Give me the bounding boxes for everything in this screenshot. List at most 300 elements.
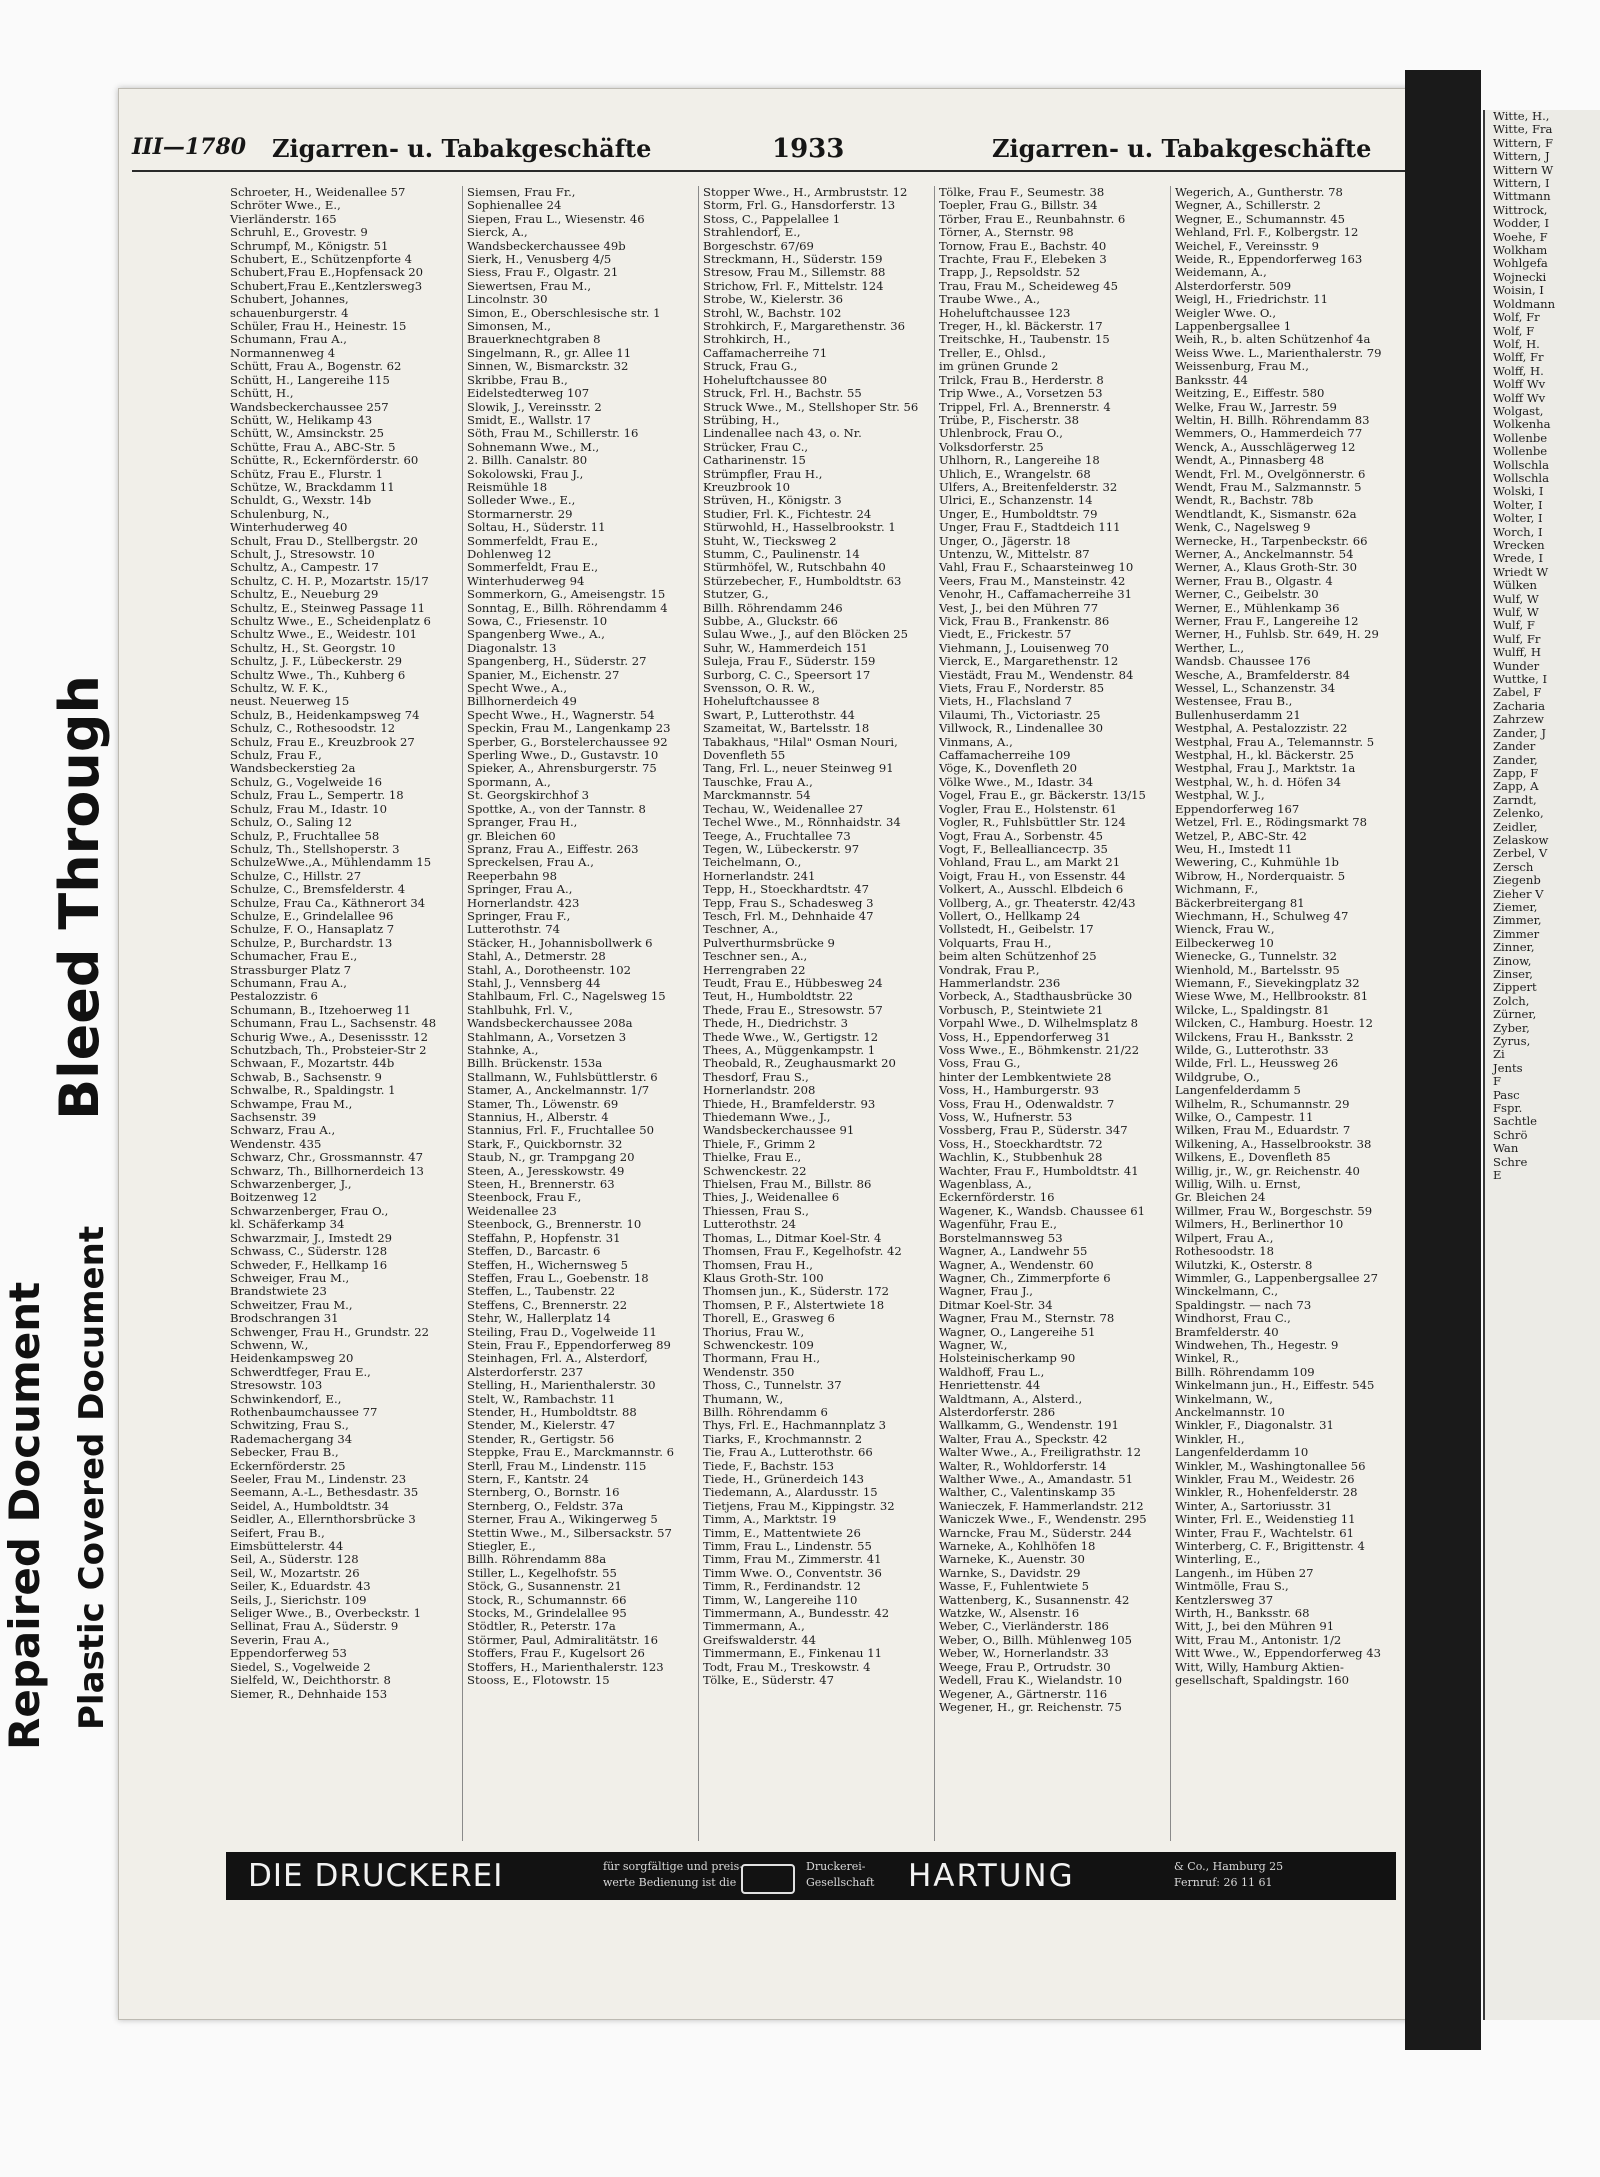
directory-entry: Struck Wwe., M., Stellshoper Str. 56 (703, 399, 919, 414)
directory-entry: Billh. Röhrendamm 6 (703, 1404, 828, 1419)
directory-entry: Schumann, B., Itzehoerweg 11 (230, 1002, 411, 1017)
directory-entry: Wilutzki, K., Osterstr. 8 (1175, 1257, 1313, 1272)
directory-entry: Tepp, Frau S., Schadesweg 3 (703, 895, 874, 910)
directory-entry: Stutzer, G., (703, 587, 769, 602)
directory-entry: 2. Billh. Canalstr. 80 (467, 453, 588, 468)
directory-entry: Wichmann, F., (1175, 882, 1259, 897)
directory-entry: Viedt, E., Frickestr. 57 (939, 627, 1072, 642)
directory-entry: Subbe, A., Gluckstr. 66 (703, 614, 838, 628)
directory-entry: Hornerlandstr. 423 (467, 895, 580, 910)
directory-entry: Vollstedt, H., Geibelstr. 17 (939, 922, 1094, 937)
directory-entry: Waldhoff, Frau L., (939, 1364, 1045, 1379)
directory-entry: Hoheluftchaussee 8 (703, 694, 820, 709)
directory-entry: Specht Wwe., H., Wagnerstr. 54 (467, 707, 655, 722)
directory-entry: Lindenallee nach 43, o. Nr. (703, 426, 862, 441)
directory-entry: Stamer, Th., Löwenstr. 69 (467, 1096, 619, 1111)
directory-entry: Sierck, A., (467, 225, 528, 240)
directory-entry: Stödtler, R., Peterstr. 17a (467, 1619, 616, 1634)
directory-entry: Eppendorferweg 167 (1175, 801, 1300, 816)
directory-entry: Stiller, L., Kegelhofstr. 55 (467, 1565, 617, 1580)
directory-entry: Staub, N., gr. Trampgang 20 (467, 1150, 635, 1165)
adjacent-page-entry: Zeidler, (1493, 819, 1538, 834)
directory-entry: Timm, E., Mattentwiete 26 (703, 1525, 861, 1540)
directory-entry: Hornerlandstr. 208 (703, 1083, 816, 1098)
directory-entry: Schulze, Frau Ca., Käthnerort 34 (230, 895, 426, 910)
directory-entry: kl. Schäferkamp 34 (230, 1217, 345, 1232)
directory-entry: Sulau Wwe., J., auf den Blöcken 25 (703, 627, 909, 642)
directory-entry: Schwinkendorf, E., (230, 1391, 342, 1406)
directory-entry: Warneke, K., Auenstr. 30 (939, 1552, 1085, 1567)
directory-entry: Stamer, A., Anckelmannstr. 1/7 (467, 1083, 650, 1098)
directory-entry: Schulze, P., Burchardstr. 13 (230, 935, 393, 950)
directory-entry: Steiling, Frau D., Vogelweide 11 (467, 1324, 657, 1339)
directory-entry: Wegerich, A., Guntherstr. 78 (1175, 186, 1343, 199)
directory-entry: Wienhold, M., Bartelsstr. 95 (1175, 962, 1340, 977)
directory-entry: Sebecker, Frau B., (230, 1445, 339, 1460)
directory-entry: Seliger Wwe., B., Overbeckstr. 1 (230, 1606, 421, 1621)
directory-entry: Viets, Frau F., Norderstr. 85 (939, 681, 1105, 696)
directory-entry: Tiedemann, A., Alardusstr. 15 (703, 1485, 878, 1500)
directory-entry: Stopper Wwe., H., Armbruststr. 12 (703, 186, 908, 199)
directory-entry: Schroeter, H., Weidenallee 57 (230, 186, 406, 199)
directory-entry: Techau, W., Weidenallee 27 (703, 801, 864, 816)
ad-text-line: Druckerei- (806, 1860, 866, 1873)
directory-entry: Weltin, H. Billh. Röhrendamm 83 (1175, 412, 1370, 427)
adjacent-page-entry: Woehe, F (1493, 229, 1548, 244)
directory-entry: Vorbusch, P., Steintwiete 21 (939, 1002, 1104, 1017)
directory-entry: Tiarks, F., Krochmannstr. 2 (703, 1431, 863, 1446)
directory-entry: Sinnen, W., Bismarckstr. 32 (467, 359, 629, 374)
directory-entry: Stahlbaum, Frl. C., Nagelsweg 15 (467, 989, 666, 1004)
directory-entry: Gr. Bleichen 24 (1175, 1190, 1266, 1205)
directory-entry: Spangenberg Wwe., A., (467, 627, 605, 642)
directory-entry: Vöge, K., Dovenfleth 20 (939, 761, 1077, 776)
directory-entry: Banksstr. 44 (1175, 372, 1248, 387)
directory-entry: Voigt, Frau H., von Essenstr. 44 (939, 868, 1126, 883)
directory-entry: Thomsen, Frau F., Kegelhofstr. 42 (703, 1244, 902, 1259)
directory-entry: Smidt, E., Wallstr. 17 (467, 412, 591, 427)
directory-entry: Werner, A., Klaus Groth-Str. 30 (1175, 560, 1357, 575)
directory-entry: Seidler, A., Ellernthorsbrücke 3 (230, 1512, 416, 1527)
directory-entry: Windhorst, Frau C., (1175, 1311, 1291, 1326)
directory-entry: Spranger, Frau H., (467, 815, 578, 830)
directory-entry: Sophienallee 24 (467, 198, 562, 213)
directory-entry: Steppke, Frau E., Marckmannstr. 6 (467, 1445, 675, 1460)
adjacent-page-entry: Wolkenha (1493, 417, 1551, 432)
directory-entry: Wagner, O., Langereihe 51 (939, 1324, 1096, 1339)
directory-entry: Weu, H., Imstedt 11 (1175, 841, 1293, 856)
directory-entry: Westphal, H., kl. Bäckerstr. 25 (1175, 748, 1354, 763)
directory-entry: Pulverthurmsbrücke 9 (703, 935, 835, 950)
directory-entry: Wilkening, A., Hasselbrookstr. 38 (1175, 1136, 1372, 1151)
adjacent-page-entry: Wulf, W (1493, 591, 1539, 606)
directory-entry: Thomsen jun., K., Süderstr. 172 (703, 1284, 890, 1299)
directory-entry: Westphal, W. J., (1175, 788, 1265, 803)
directory-entry: Seifert, Frau B., (230, 1525, 325, 1540)
directory-entry: Stallmann, W., Fuhlsbüttlerstr. 6 (467, 1069, 658, 1084)
directory-entry: Schulz, C., Rothesoodstr. 12 (230, 721, 396, 736)
directory-entry: Thede Wwe., W., Gertigstr. 12 (703, 1029, 879, 1044)
adjacent-page-entry: Wolff, Fr (1493, 350, 1544, 365)
directory-entry: Schulz, P., Fruchtallee 58 (230, 828, 380, 843)
adjacent-page-entry: Zürner, (1493, 1007, 1537, 1022)
header-rule (132, 170, 1422, 172)
directory-entry: Walther, C., Valentinskamp 35 (939, 1485, 1116, 1500)
directory-entry: Vondrak, Frau P., (939, 962, 1040, 977)
directory-entry: Solleder Wwe., E., (467, 493, 576, 508)
directory-entry: Trilck, Frau B., Herderstr. 8 (939, 372, 1104, 387)
bleed-through-label: Bleed Through (48, 675, 111, 1120)
adjacent-page-entry: Wittrock, (1493, 202, 1548, 217)
directory-entry: Ulrici, E., Schanzenstr. 14 (939, 493, 1093, 508)
directory-entry: Wienecke, G., Tunnelstr. 32 (1175, 949, 1337, 964)
directory-entry: Treller, E., Ohlsd., (939, 345, 1046, 360)
directory-entry: Schulze, C., Bremsfelderstr. 4 (230, 882, 406, 897)
directory-entry: Strohl, W., Bachstr. 102 (703, 305, 842, 320)
adjacent-page-entry: Wittern, J (1493, 149, 1550, 164)
directory-entry: Witt, J., bei den Mühren 91 (1175, 1619, 1335, 1634)
directory-entry: Voss, H., Eppendorferweg 31 (939, 1029, 1111, 1044)
directory-entry: Timm Wwe. O., Conventstr. 36 (703, 1565, 882, 1580)
directory-entry: Schweder, F., Hellkamp 16 (230, 1257, 388, 1272)
directory-entry: Törner, A., Sternstr. 98 (939, 225, 1074, 240)
directory-entry: Wirth, H., Banksstr. 68 (1175, 1606, 1310, 1621)
directory-entry: Langenfelderdamm 10 (1175, 1445, 1309, 1460)
adjacent-page-entry: Wolter, I (1493, 511, 1543, 526)
directory-entry: Viestädt, Frau M., Wendenstr. 84 (939, 667, 1134, 682)
adjacent-page-entry: Wolter, I (1493, 497, 1543, 512)
directory-entry: Strichow, Frl. F., Mittelstr. 124 (703, 278, 884, 293)
directory-entry: Tie, Frau A., Lutterothstr. 66 (703, 1445, 873, 1460)
adjacent-page-entry: Zersch (1493, 859, 1534, 874)
directory-column-5 (1170, 186, 1397, 1841)
directory-entry: Lutterothstr. 24 (703, 1217, 796, 1232)
directory-entry: Eimsbüttelerstr. 44 (230, 1539, 344, 1554)
directory-entry: Werther, L., (1175, 640, 1245, 655)
directory-entry: Werner, E., Mühlenkamp 36 (1175, 600, 1340, 615)
directory-entry: Thomsen, Frau H., (703, 1257, 813, 1272)
directory-entry: Wilken, Frau M., Eduardstr. 7 (1175, 1123, 1351, 1138)
directory-entry: Spaldingstr. — nach 73 (1175, 1297, 1312, 1312)
directory-entry: Winterhuderweg 40 (230, 520, 348, 535)
directory-entry: Schulze, E., Grindelallee 96 (230, 908, 394, 923)
directory-entry: Weih, R., b. alten Schützenhof 4a (1175, 332, 1371, 347)
directory-entry: Wegener, A., Gärtnerstr. 116 (939, 1686, 1108, 1701)
directory-entry: Vogt, Frau A., Sorbenstr. 45 (939, 828, 1104, 843)
directory-entry: Weber, O., Billh. Mühlenweg 105 (939, 1632, 1132, 1647)
directory-entry: Wehland, Frl. F., Kolbergstr. 12 (1175, 225, 1359, 240)
directory-entry: Stürwohld, H., Hasselbrookstr. 1 (703, 520, 896, 535)
adjacent-page-entry: Wittern W (1493, 162, 1554, 177)
directory-entry: Winkler, M., Washingtonallee 56 (1175, 1458, 1366, 1473)
directory-entry: Wagner, Ch., Zimmerpforte 6 (939, 1270, 1111, 1285)
directory-entry: schauenburgerstr. 4 (230, 305, 349, 320)
directory-entry: Eckernförderstr. 16 (939, 1190, 1055, 1205)
directory-entry: Bullenhuserdamm 21 (1175, 707, 1301, 722)
directory-entry: Wilkens, E., Dovenfleth 85 (1175, 1150, 1331, 1165)
directory-entry: Bäckerbreitergang 81 (1175, 895, 1305, 910)
directory-entry: Schult, J., Stresowstr. 10 (230, 546, 375, 561)
directory-entry: Diagonalstr. 13 (467, 640, 557, 655)
directory-entry: Winterberg, C. F., Brigittenstr. 4 (1175, 1539, 1365, 1554)
directory-entry: Vollberg, A., gr. Theaterstr. 42/43 (939, 895, 1136, 910)
directory-entry: Traube Wwe., A., (939, 292, 1041, 307)
directory-entry: Kentzlersweg 37 (1175, 1592, 1274, 1607)
directory-entry: Witt, Frau M., Antonistr. 1/2 (1175, 1632, 1342, 1647)
directory-entry: Wildgrube, O., (1175, 1069, 1260, 1084)
directory-entry: Werner, Frau F., Langereihe 12 (1175, 614, 1359, 628)
directory-entry: Langenh., im Hüben 27 (1175, 1565, 1314, 1580)
directory-entry: Sterner, Frau A., Wikingerweg 5 (467, 1512, 658, 1527)
adjacent-page-entry: Zander, (1493, 752, 1538, 767)
directory-entry: Struck, Frl. H., Bachstr. 55 (703, 386, 862, 401)
directory-entry: Billh. Röhrendamm 109 (1175, 1364, 1315, 1379)
directory-entry: Bramfelderstr. 40 (1175, 1324, 1279, 1339)
directory-entry: Borstelmannsweg 53 (939, 1230, 1063, 1245)
directory-entry: Herrengraben 22 (703, 962, 806, 977)
directory-entry: Sommerfeldt, Frau E., (467, 560, 599, 575)
directory-entry: Schumann, Frau A., (230, 975, 347, 990)
directory-entry: Weege, Frau P., Ortrudstr. 30 (939, 1659, 1111, 1674)
adjacent-page-entry: Wunder (1493, 658, 1540, 673)
adjacent-page-entry: Wolff Wv (1493, 377, 1546, 392)
adjacent-page-edge (1483, 110, 1600, 2020)
directory-entry: Springer, Frau F., (467, 908, 571, 923)
directory-entry: Siemsen, Frau Fr., (467, 186, 576, 199)
directory-entry: Thoss, C., Tunnelstr. 37 (703, 1378, 842, 1393)
directory-entry: Schütt, Frau A., Bogenstr. 62 (230, 359, 402, 374)
directory-entry: Winter, Frau F., Wachtelstr. 61 (1175, 1525, 1354, 1540)
directory-entry: Seidel, A., Humboldtstr. 34 (230, 1498, 390, 1513)
directory-entry: Thys, Frl. E., Hachmannplatz 3 (703, 1418, 886, 1433)
directory-entry: Strobe, W., Kielerstr. 36 (703, 292, 844, 307)
directory-entry: Wilpert, Frau A., (1175, 1230, 1274, 1245)
directory-entry: Spranz, Frau A., Eiffestr. 263 (467, 841, 639, 856)
directory-entry: Wagner, Frau J., (939, 1284, 1033, 1299)
directory-entry: Stock, R., Schumannstr. 66 (467, 1592, 627, 1607)
page-number: III—1780 (132, 134, 247, 160)
directory-entry: Stahl, J., Vennsberg 44 (467, 975, 601, 990)
directory-entry: Thiele, F., Grimm 2 (703, 1136, 816, 1151)
directory-entry: Borgeschstr. 67/69 (703, 238, 814, 253)
directory-entry: Steffahn, P., Hopfenstr. 31 (467, 1230, 621, 1245)
directory-entry: Voss, Frau G., (939, 1056, 1021, 1071)
directory-entry: Struck, Frau G., (703, 359, 798, 374)
directory-entry: Thiede, H., Bramfelderstr. 93 (703, 1096, 876, 1111)
directory-entry: Dohlenweg 12 (467, 546, 552, 561)
directory-entry: Trip Wwe., A., Vorsetzen 53 (939, 386, 1103, 401)
directory-entry: Thiedemann Wwe., J., (703, 1110, 831, 1125)
directory-entry: Wallkamm, G., Wendenstr. 191 (939, 1418, 1119, 1433)
directory-entry: Winkelmann jun., H., Eiffestr. 545 (1175, 1378, 1375, 1393)
directory-entry: Sowa, C., Friesenstr. 10 (467, 614, 608, 628)
directory-entry: Wagener, K., Wandsb. Chaussee 61 (939, 1203, 1146, 1218)
directory-entry: Svensson, O. R. W., (703, 681, 816, 696)
directory-entry: Wattenberg, K., Susannenstr. 42 (939, 1592, 1130, 1607)
directory-entry: Kreuzbrook 10 (703, 479, 791, 494)
directory-entry: Schwalbe, R., Spaldingstr. 1 (230, 1083, 396, 1098)
directory-entry: Schutzbach, Th., Probsteier-Str 2 (230, 1043, 427, 1057)
directory-entry: Wilmers, H., Berlinerthor 10 (1175, 1217, 1344, 1232)
adjacent-page-entry: E (1493, 1168, 1502, 1183)
adjacent-page-entry: Wodder, I (1493, 216, 1550, 231)
directory-entry: Wendenstr. 350 (703, 1364, 795, 1379)
directory-entry: Schütz, Frau E., Flurstr. 1 (230, 466, 384, 481)
directory-entry: Westphal, A. Pestalozzistr. 22 (1175, 721, 1348, 736)
adjacent-page-entry: Zapp, A (1493, 779, 1539, 794)
directory-entry: Westphal, Frau J., Marktstr. 1a (1175, 761, 1356, 776)
directory-entry: Weber, W., Hornerlandstr. 33 (939, 1646, 1109, 1661)
directory-entry: Westensee, Frau B., (1175, 694, 1293, 709)
directory-entry: Sterll, Frau M., Lindenstr. 115 (467, 1458, 647, 1473)
directory-entry: Schulz, G., Vogelweide 16 (230, 774, 382, 789)
directory-entry: Billh. Röhrendamm 88a (467, 1552, 607, 1567)
directory-entry: Spanier, M., Eichenstr. 27 (467, 667, 620, 682)
adjacent-page-entry: Wulff, H (1493, 645, 1541, 660)
adjacent-page-entry: Wittmann (1493, 189, 1551, 204)
directory-entry: Schwitzing, Frau S., (230, 1418, 349, 1433)
directory-entry: Witt, Willy, Hamburg Aktien- (1175, 1659, 1344, 1674)
directory-entry: Vierländerstr. 165 (230, 211, 337, 226)
directory-entry: Voss, W., Hufnerstr. 53 (939, 1110, 1073, 1125)
directory-entry: Schubert, E., Schützenpforte 4 (230, 252, 413, 267)
directory-entry: Winkel, R., (1175, 1351, 1239, 1366)
directory-entry: Törber, Frau E., Reunbahnstr. 6 (939, 211, 1126, 226)
directory-entry: Teege, A., Fruchtallee 73 (703, 828, 851, 843)
directory-entry: Wandsbeckerstieg 2a (230, 761, 356, 776)
directory-entry: Volquarts, Frau H., (939, 935, 1052, 950)
directory-entry: Weber, C., Vierländerstr. 186 (939, 1619, 1109, 1634)
directory-entry: Schultz Wwe., E., Scheidenplatz 6 (230, 614, 431, 628)
adjacent-page-entry: Wuttke, I (1493, 672, 1548, 687)
directory-entry: Winterhuderweg 94 (467, 573, 585, 588)
directory-entry: Schulze, F. O., Hansaplatz 7 (230, 922, 395, 937)
directory-entry: Treger, H., kl. Bäckerstr. 17 (939, 319, 1103, 334)
directory-entry: Spangenberg, H., Süderstr. 27 (467, 654, 647, 669)
directory-entry: Tegen, W., Lübeckerstr. 97 (703, 841, 860, 856)
directory-entry: Wendt, A., Pinnasberg 48 (1175, 453, 1325, 468)
directory-entry: Weigler Wwe. O., (1175, 305, 1277, 320)
directory-entry: Watzke, W., Alsenstr. 16 (939, 1606, 1080, 1621)
directory-entry: Steffen, H., Wichernsweg 5 (467, 1257, 629, 1272)
repaired-document-label: Repaired Document (0, 1281, 49, 1750)
directory-entry: Marckmannstr. 54 (703, 788, 811, 803)
directory-entry: Schrumpf, M., Königstr. 51 (230, 238, 389, 253)
directory-entry: Schultz, W. F. K., (230, 681, 329, 696)
directory-entry: Viets, H., Flachsland 7 (939, 694, 1073, 709)
directory-entry: Catharinenstr. 15 (703, 453, 806, 468)
directory-entry: Szameitat, W., Bartelsstr. 18 (703, 721, 870, 736)
directory-columns (226, 186, 1416, 1841)
directory-entry: Swart, P., Lutterothstr. 44 (703, 707, 855, 722)
directory-entry: Surborg, C. C., Speersort 17 (703, 667, 871, 682)
directory-entry: Winkler, H., (1175, 1431, 1245, 1446)
directory-entry: Schröter Wwe., E., (230, 198, 341, 213)
adjacent-page-entry: Wohlgefa (1493, 256, 1548, 271)
directory-entry: Spottke, A., von der Tannstr. 8 (467, 801, 646, 816)
directory-entry: Caffamacherreihe 109 (939, 748, 1071, 763)
directory-entry: Wilhelm, R., Schumannstr. 29 (1175, 1096, 1350, 1111)
directory-entry: Hoheluftchaussee 123 (939, 305, 1071, 320)
adjacent-page-entry: Worch, I (1493, 524, 1543, 539)
adjacent-page-entry: Ziemer, (1493, 899, 1538, 914)
adjacent-page-entry: Wittern, I (1493, 176, 1550, 191)
directory-column-3 (698, 186, 925, 1841)
adjacent-page-entry: Zerbel, V (1493, 846, 1548, 861)
directory-entry: Toepler, Frau G., Billstr. 34 (939, 198, 1098, 213)
adjacent-page-entry: Witte, H., (1493, 110, 1550, 123)
directory-entry: Wagner, Frau M., Sternstr. 78 (939, 1311, 1115, 1326)
adjacent-page-entry: Zyber, (1493, 1020, 1530, 1035)
directory-entry: Schubert, Johannes, (230, 292, 349, 307)
directory-entry: Pestalozzistr. 6 (230, 989, 318, 1004)
directory-entry: Steffen, D., Barcastr. 6 (467, 1244, 601, 1259)
directory-entry: Severin, Frau A., (230, 1632, 330, 1647)
directory-entry: Stresow, Frau M., Sillemstr. 88 (703, 265, 886, 280)
directory-entry: Klaus Groth-Str. 100 (703, 1270, 824, 1285)
directory-entry: Trübe, P., Fischerstr. 38 (939, 412, 1079, 427)
directory-entry: Spieker, A., Ahrensburgerstr. 75 (467, 761, 657, 776)
directory-entry: Wimmler, G., Lappenbergsallee 27 (1175, 1270, 1378, 1285)
directory-entry: Stocks, M., Grindelallee 95 (467, 1606, 627, 1621)
directory-entry: Schweiger, Frau M., (230, 1270, 350, 1285)
directory-entry: Wandsbeckerchaussee 257 (230, 399, 389, 414)
directory-entry: Teut, H., Humboldtstr. 22 (703, 989, 854, 1004)
directory-entry: Schwarz, Chr., Grossmannstr. 47 (230, 1150, 423, 1165)
directory-entry: Sommerkorn, G., Ameisengstr. 15 (467, 587, 666, 602)
directory-entry: Hoheluftchaussee 80 (703, 372, 827, 387)
directory-entry: Boitzenweg 12 (230, 1190, 317, 1205)
directory-entry: Winterling, E., (1175, 1552, 1261, 1567)
ad-company-name: HARTUNG (908, 1858, 1075, 1894)
directory-entry: Stiegler, E., (467, 1539, 536, 1554)
directory-entry: Tölke, E., Süderstr. 47 (703, 1673, 834, 1688)
adjacent-page-entry: Zi (1493, 1047, 1505, 1062)
directory-entry: Walter, Frau A., Speckstr. 42 (939, 1431, 1108, 1446)
directory-entry: Wilde, G., Lutterothstr. 33 (1175, 1043, 1329, 1057)
directory-entry: Steinhagen, Frl. A., Alsterdorf, (467, 1351, 648, 1366)
directory-entry: Billhornerdeich 49 (467, 694, 577, 709)
directory-entry: Henriettenstr. 44 (939, 1378, 1041, 1393)
adjacent-page-entry: Zinow, (1493, 953, 1532, 968)
adjacent-page-entry: Wolkham (1493, 243, 1548, 258)
directory-entry: Wandsbeckerchaussee 91 (703, 1123, 855, 1138)
directory-entry: Timmermann, E., Finkenau 11 (703, 1646, 882, 1661)
directory-entry: Tornow, Frau E., Bachstr. 40 (939, 238, 1107, 253)
adjacent-page-entry: F (1493, 1074, 1502, 1089)
directory-column-4 (934, 186, 1161, 1841)
directory-entry: Wandsbeckerchaussee 208a (467, 1016, 633, 1031)
adjacent-page-entry: Witte, Fra (1493, 122, 1553, 137)
directory-entry: Stelling, H., Marienthalerstr. 30 (467, 1378, 656, 1393)
directory-entry: Schultz, J. F., Lübeckerstr. 29 (230, 654, 402, 669)
directory-entry: Stender, M., Kielerstr. 47 (467, 1418, 616, 1433)
adjacent-page-entry: Zinner, (1493, 940, 1535, 955)
ad-text-line: Gesellschaft (806, 1876, 875, 1889)
directory-entry: Wagner, A., Landwehr 55 (939, 1244, 1088, 1259)
directory-entry: Seemann, A.-L., Bethesdastr. 35 (230, 1485, 419, 1500)
adjacent-page-entry: Schrö (1493, 1127, 1528, 1142)
adjacent-page-entry: Wollenbe (1493, 444, 1548, 459)
directory-entry: Brauerknechtgraben 8 (467, 332, 601, 347)
directory-entry: Timm, R., Ferdinandstr. 12 (703, 1579, 861, 1594)
adjacent-page-entry: Zyrus, (1493, 1034, 1531, 1049)
directory-entry: Teschner, A., (703, 922, 779, 937)
book-spine-gap (1405, 70, 1481, 2050)
directory-entry: Uhlenbrock, Frau O., (939, 426, 1063, 441)
ad-text-line: werte Bedienung ist die (603, 1876, 737, 1889)
directory-entry: Wintmölle, Frau S., (1175, 1579, 1289, 1594)
